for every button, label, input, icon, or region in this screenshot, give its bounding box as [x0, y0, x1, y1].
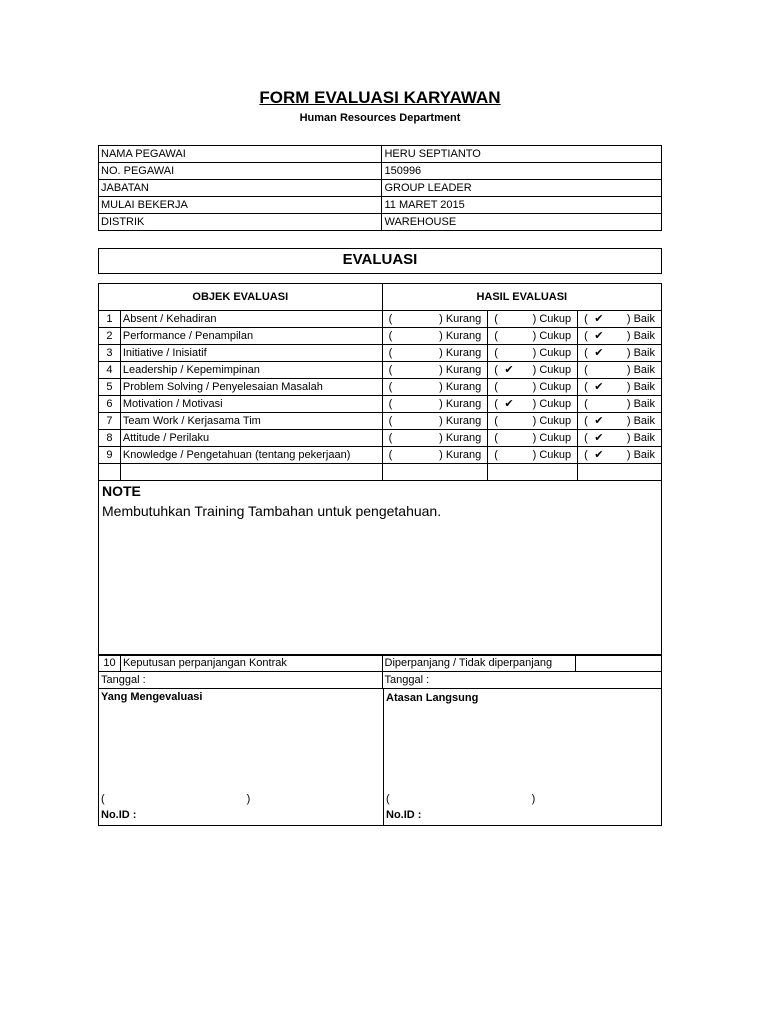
eval-no: 2	[99, 328, 121, 345]
option-baik[interactable]: ( ✔ ) Baik	[578, 345, 662, 362]
info-row	[99, 180, 662, 197]
option-baik[interactable]: ( ✔ ) Baik	[578, 447, 662, 464]
eval-no: 7	[99, 413, 121, 430]
tanggal-right: Tanggal :	[382, 672, 662, 689]
signature-box	[98, 688, 662, 826]
employee-info-table	[98, 145, 662, 231]
eval-row	[99, 362, 662, 379]
supervisor-label: Atasan Langsung	[386, 692, 479, 704]
option-cukup[interactable]: ( ✔ ) Cukup	[488, 362, 578, 379]
option-cukup[interactable]: ( ✔ ) Cukup	[488, 396, 578, 413]
check-icon: ✔	[594, 448, 604, 461]
info-row	[99, 197, 662, 214]
check-icon: ✔	[594, 329, 604, 342]
info-label: DISTRIK	[99, 214, 382, 231]
check-icon: ✔	[594, 380, 604, 393]
check-icon: ✔	[594, 414, 604, 427]
option-kurang[interactable]: ( ) Kurang	[382, 430, 488, 447]
form-subtitle: Human Resources Department	[299, 112, 461, 124]
option-cukup[interactable]: ( ) Cukup	[488, 430, 578, 447]
option-cukup[interactable]: ( ) Cukup	[488, 345, 578, 362]
eval-item: Team Work / Kerjasama Tim	[120, 413, 382, 430]
eval-row	[99, 379, 662, 396]
note-heading: NOTE	[102, 483, 141, 499]
eval-row	[99, 328, 662, 345]
info-value: HERU SEPTIANTO	[382, 146, 662, 163]
info-value: 11 MARET 2015	[382, 197, 662, 214]
info-label: NAMA PEGAWAI	[99, 146, 382, 163]
eval-item: Attitude / Perilaku	[120, 430, 382, 447]
eval-blank-row	[99, 464, 662, 481]
option-kurang[interactable]: ( ) Kurang	[382, 328, 488, 345]
kontrak-table	[98, 654, 662, 689]
info-row	[99, 214, 662, 231]
check-icon: ✔	[594, 346, 604, 359]
option-kurang[interactable]: ( ) Kurang	[382, 379, 488, 396]
option-cukup[interactable]: ( ) Cukup	[488, 311, 578, 328]
tanggal-left: Tanggal :	[99, 672, 383, 689]
check-icon: ✔	[594, 431, 604, 444]
eval-row	[99, 447, 662, 464]
kontrak-label: Keputusan perpanjangan Kontrak	[120, 655, 382, 672]
col-objek-header: OBJEK EVALUASI	[99, 284, 383, 311]
supervisor-name-paren: ( )	[386, 793, 536, 805]
eval-item: Initiative / Inisiatif	[120, 345, 382, 362]
eval-no: 1	[99, 311, 121, 328]
evaluasi-heading: EVALUASI	[98, 248, 662, 274]
signature-left	[99, 689, 384, 825]
eval-item: Knowledge / Pengetahuan (tentang pekerjaan)	[120, 447, 382, 464]
info-label: NO. PEGAWAI	[99, 163, 382, 180]
option-baik[interactable]: ( ) Baik	[578, 396, 662, 413]
option-cukup[interactable]: ( ) Cukup	[488, 413, 578, 430]
eval-row	[99, 311, 662, 328]
kontrak-no: 10	[99, 655, 121, 672]
check-icon: ✔	[594, 312, 604, 325]
option-cukup[interactable]: ( ) Cukup	[488, 447, 578, 464]
option-baik[interactable]: ( ✔ ) Baik	[578, 379, 662, 396]
eval-row	[99, 430, 662, 447]
col-hasil-header: HASIL EVALUASI	[382, 284, 661, 311]
note-box	[98, 480, 662, 656]
evaluator-noid: No.ID :	[101, 809, 137, 821]
eval-no: 6	[99, 396, 121, 413]
evaluation-table	[98, 283, 662, 481]
evaluator-name-paren: ( )	[101, 793, 251, 805]
eval-item: Motivation / Motivasi	[120, 396, 382, 413]
info-value: GROUP LEADER	[382, 180, 662, 197]
kontrak-value: Diperpanjang / Tidak diperpanjang	[382, 655, 576, 672]
option-kurang[interactable]: ( ) Kurang	[382, 311, 488, 328]
supervisor-noid: No.ID :	[386, 809, 422, 821]
check-icon: ✔	[504, 363, 514, 376]
form-title: FORM EVALUASI KARYAWAN	[259, 88, 501, 107]
info-row	[99, 146, 662, 163]
option-baik[interactable]: ( ✔ ) Baik	[578, 413, 662, 430]
option-baik[interactable]: ( ) Baik	[578, 362, 662, 379]
option-baik[interactable]: ( ✔ ) Baik	[578, 430, 662, 447]
option-cukup[interactable]: ( ) Cukup	[488, 379, 578, 396]
signature-right	[384, 689, 661, 825]
info-label: MULAI BEKERJA	[99, 197, 382, 214]
eval-row	[99, 396, 662, 413]
eval-item: Problem Solving / Penyelesaian Masalah	[120, 379, 382, 396]
check-icon: ✔	[504, 397, 514, 410]
info-label: JABATAN	[99, 180, 382, 197]
info-value: WAREHOUSE	[382, 214, 662, 231]
eval-no: 4	[99, 362, 121, 379]
info-row	[99, 163, 662, 180]
eval-item: Performance / Penampilan	[120, 328, 382, 345]
eval-no: 3	[99, 345, 121, 362]
eval-no: 5	[99, 379, 121, 396]
option-kurang[interactable]: ( ) Kurang	[382, 396, 488, 413]
option-baik[interactable]: ( ✔ ) Baik	[578, 328, 662, 345]
kontrak-blank	[576, 655, 662, 672]
eval-no: 8	[99, 430, 121, 447]
option-kurang[interactable]: ( ) Kurang	[382, 447, 488, 464]
option-cukup[interactable]: ( ) Cukup	[488, 328, 578, 345]
eval-row	[99, 413, 662, 430]
info-value: 150996	[382, 163, 662, 180]
option-kurang[interactable]: ( ) Kurang	[382, 345, 488, 362]
note-text: Membutuhkan Training Tambahan untuk pengetahuan.	[102, 503, 442, 519]
evaluator-label: Yang Mengevaluasi	[101, 691, 203, 703]
eval-item: Leadership / Kepemimpinan	[120, 362, 382, 379]
option-kurang[interactable]: ( ) Kurang	[382, 362, 488, 379]
eval-item: Absent / Kehadiran	[120, 311, 382, 328]
option-baik[interactable]: ( ✔ ) Baik	[578, 311, 662, 328]
option-kurang[interactable]: ( ) Kurang	[382, 413, 488, 430]
eval-row	[99, 345, 662, 362]
eval-no: 9	[99, 447, 121, 464]
